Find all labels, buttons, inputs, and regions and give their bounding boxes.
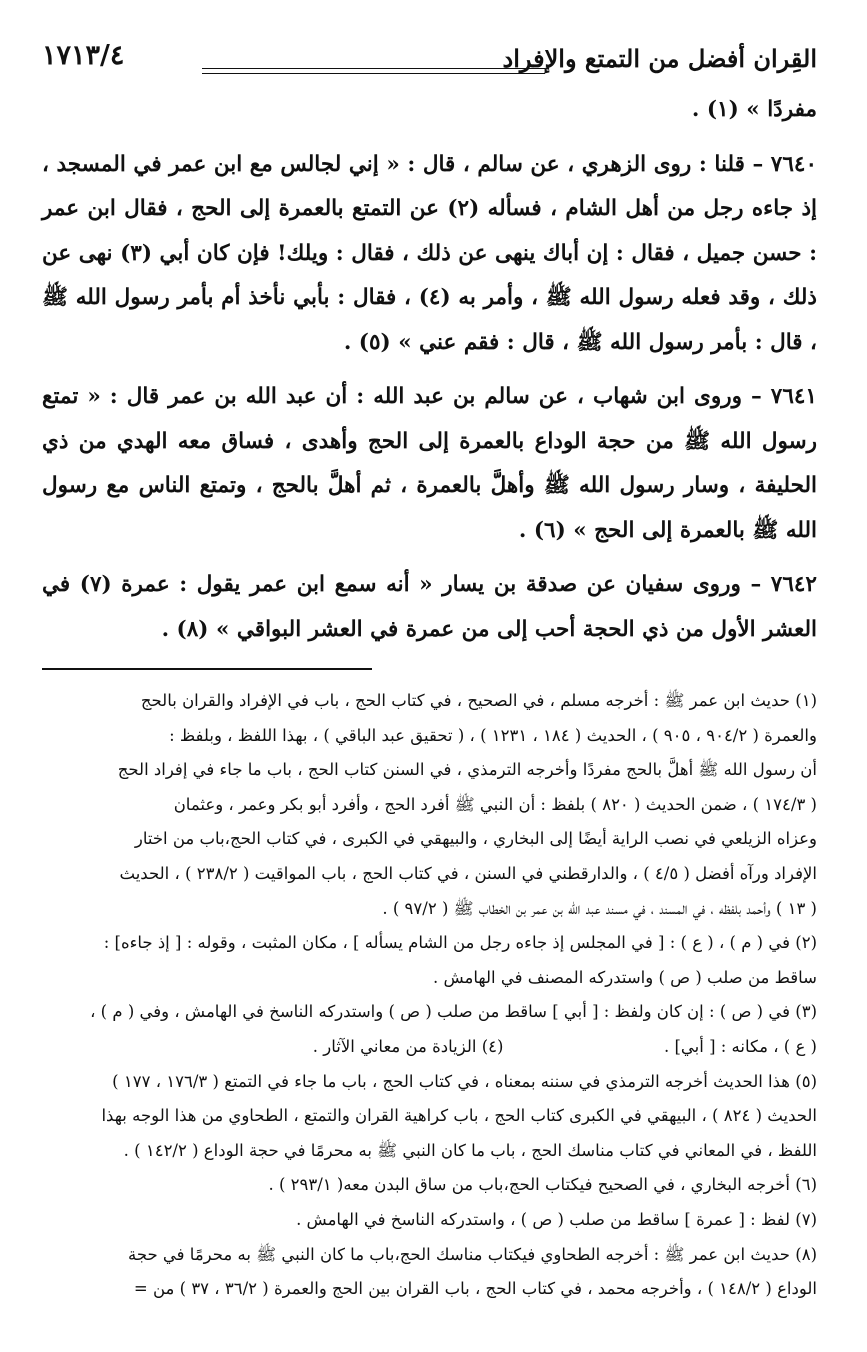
footnote-separator (42, 668, 372, 670)
footnotes (42, 684, 817, 1307)
footnote-8-line: الوداع ( ١٤٨/٢ ) ، وأخرجه محمد ، في كتاب الحج ، باب القران بين الحج والعمرة ( ٣٦/٢ ، ٣٧ ) من = (133, 1279, 817, 1299)
footnote-7: (٧) لفظ : [ عمرة ] ساقط من صلب ( ص ) ، واستدركه الناسخ في الهامش . (296, 1209, 817, 1229)
footnote-2-line: (٢) في ( م ) ، ( ع ) : [ في المجلس إذ جاءه رجل من الشام يسأله ] ، مكان المثبت ، وقوله : [ إذ جاءه] : (103, 933, 817, 953)
page-number: ١٧١٣/٤ (42, 40, 125, 71)
continuation-text: مفردًا » (١) . (691, 97, 817, 122)
footnote-2-line: ساقط من صلب ( ص ) واستدركه المصنف في الهامش . (433, 967, 817, 987)
running-header (42, 40, 817, 88)
footnote-1-line: ( ١٣ ) وأحمد بلفظه ، في المسند ، في مسند عبد الله بن عمر بن الخطاب ﷺ ( ٩٧/٢ ) . (382, 898, 817, 918)
paragraph-number: ٧٦٤٠ – (752, 151, 817, 177)
footnote-1-line: والعمرة ( ٩٠٤/٢ ، ٩٠٥ ) ، الحديث ( ١٨٤ ، ١٢٣١ ) ، ( تحقيق عبد الباقي ) ، بهذا اللفظ ، وبلفظ : (169, 725, 817, 745)
paragraph-number: ٧٦٤١ – (751, 384, 817, 409)
paragraph-7640 (42, 143, 817, 366)
footnote-1-line: أن رسول الله ﷺ أهلَّ بالحج مفردًا وأخرجه الترمذي ، في السنن كتاب الحج ، باب ما جاء في إفراد الحج (117, 760, 817, 780)
footnote-5-line: اللفظ ، في المعاني في كتاب مناسك الحج ، باب ما كان النبي ﷺ به محرمًا في حجة الوداع ( ١٤٢/٢ ) . (123, 1140, 817, 1160)
book-page (42, 40, 817, 1307)
paragraph-text: وروى ابن شهاب ، عن سالم بن عبد الله : أن عبد الله بن عمر قال : « تمتع رسول الله ﷺ من حجة الوداع بالعمرة إلى الحج وأهدى ، فساق معه الهدي من ذي الحليفة ، وسار رسول الله ﷺ وأهلَّ بالعمرة ، ثم أهلَّ بالحج ، وتمتع الناس مع رسول الله ﷺ بالعمرة إلى الحج » (٦) . (42, 384, 817, 543)
footnote-1-line: الإفراد ورآه أفضل ( ٤/٥ ) ، والدارقطني في السنن ، في كتاب الحج ، باب المواقيت ( ٢٣٨/٢ ) ، الحديث (119, 863, 817, 883)
footnote-5-line: (٥) هذا الحديث أخرجه الترمذي في سننه بمعناه ، في كتاب الحج ، باب ما جاء في التمتع ( ١٧٦/٣ ، ١٧٧ ) (112, 1071, 817, 1091)
main-text (42, 88, 817, 652)
paragraph-7641 (42, 375, 817, 553)
paragraph-7642 (42, 563, 817, 652)
footnote-3-end: ( ع ) ، مكانه : [ أبي] . (663, 1036, 817, 1056)
footnote-8-line: (٨) حديث ابن عمر ﷺ : أخرجه الطحاوي فيكتاب مناسك الحج،باب ما كان النبي ﷺ به محرمًا في حجة (127, 1244, 817, 1264)
paragraph-number: ٧٦٤٢ – (750, 572, 817, 597)
paragraph-text: قلنا : روى الزهري ، عن سالم ، قال : « إني لجالس مع ابن عمر في المسجد ، إذ جاءه رجل من أهل الشام ، فسأله (٢) عن التمتع بالعمرة إلى الحج ، فقال ابن عمر : حسن جميل ، فقال : إن أباك ينهى عن ذلك ، فقال : ويلك! فإن كان أبي (٣) نهى عن ذلك ، وقد فعله رسول الله ﷺ ، وأمر به (٤) ، فقال : بأبي نأخذ أم بأمر رسول الله ﷺ ، قال : بأمر رسول الله ﷺ ، قال : فقم عني » (٥) . (42, 151, 818, 355)
footnote-6: (٦) أخرجه البخاري ، في الصحيح فيكتاب الحج،باب من ساق البدن معه( ٢٩٣/١ ) . (268, 1175, 817, 1195)
footnote-3-line: (٣) في ( ص ) : إن كان ولفظ : [ أبي ] ساقط من صلب ( ص ) واستدركه الناسخ في الهامش ، وفي ( م ) ، (90, 1002, 817, 1022)
chapter-title: القِران أفضل من التمتع والإفراد (502, 44, 817, 73)
footnote-1-line: (١) حديث ابن عمر ﷺ : أخرجه مسلم ، في الصحيح ، في كتاب الحج ، باب في الإفراد والقران بالحج (140, 691, 817, 710)
header-rule (202, 68, 545, 74)
footnote-4: (٤) الزيادة من معاني الآثار . (312, 1036, 504, 1056)
footnote-3-4-line (42, 1030, 817, 1065)
footnote-1-line: وعزاه الزيلعي في نصب الراية أيضًا إلى البخاري ، والبيهقي في الكبرى ، في كتاب الحج،باب من اختار (134, 829, 817, 849)
paragraph-text: وروى سفيان عن صدقة بن يسار « أنه سمع ابن عمر يقول : عمرة (٧) في العشر الأول من ذي الحجة أحب إلى من عمرة في العشر البواقي » (٨) . (42, 572, 817, 642)
footnote-5-line: الحديث ( ٨٢٤ ) ، البيهقي في الكبرى كتاب الحج ، باب كراهية القران والتمتع ، الطحاوي من هذا الوجه بهذا (101, 1106, 817, 1126)
footnote-1-line: ( ١٧٤/٣ ) ، ضمن الحديث ( ٨٢٠ ) بلفظ : أن النبي ﷺ أفرد الحج ، وأفرد أبو بكر وعمر ، وعثمان (173, 794, 817, 814)
